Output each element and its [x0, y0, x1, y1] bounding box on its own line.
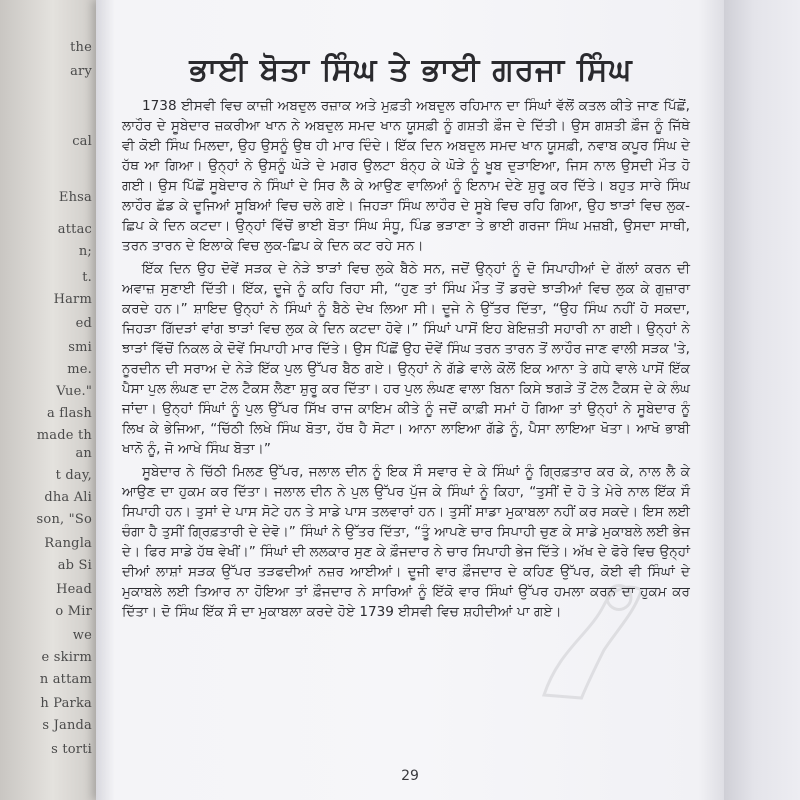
side-fragment: an	[75, 446, 92, 461]
side-fragment: h Parka	[40, 696, 92, 711]
adjacent-book-edge	[0, 0, 96, 800]
side-fragment: s Janda	[42, 718, 92, 733]
side-fragment: attac	[57, 222, 92, 237]
side-fragment: dha Ali	[44, 490, 92, 505]
side-fragment: we	[72, 628, 92, 643]
background-surface	[724, 0, 800, 800]
side-fragment: Head	[56, 582, 92, 597]
side-fragment: the	[70, 40, 92, 55]
side-fragment: n attam	[39, 672, 92, 687]
side-fragment: Ehsa	[58, 190, 92, 205]
paragraph: 1738 ਈਸਵੀ ਵਿਚ ਕਾਜ਼ੀ ਅਬਦੁਲ ਰਜ਼ਾਕ ਅਤੇ ਮੁਫ਼ਤੀ ਅਬਦੁਲ ਰਹਿਮਾਨ ਦਾ ਸਿੰਘਾਂ ਵੱਲੋਂ ਕਤਲ ਕੀਤੇ ਜਾਣ ਪਿੱਛੋਂ, ਲਾਹੌਰ ਦੇ ਸੂਬੇਦਾਰ ਜ਼ਕਰੀਆ ਖਾਨ ਨੇ ਅਬਦੁਲ ਸਮਦ ਖਾਨ ਯੂਸਫ਼ੀ ਨੂੰ ਗਸ਼ਤੀ ਫ਼ੌਜ ਦੇ ਦਿੱਤੀ। ਉਸ ਗਸ਼ਤੀ ਫ਼ੌਜ ਨੂੰ ਜਿੱਥੇ ਵੀ ਕੋਈ ਸਿੰਘ ਮਿਲਦਾ, ਉਹ ਉਸਨੂੰ ਉਥ ਹੀ ਮਾਰ ਦਿੰਦੇ। ਇੱਕ ਦਿਨ ਅਬਦੁਲ ਸਮਦ ਖਾਨ ਯੂਸਫ਼ੀ, ਨਵਾਬ ਕਪੂਰ ਸਿੰਘ ਦੇ ਹੱਥ ਆ ਗਿਆ। ਉਨ੍ਹਾਂ ਨੇ ਉਸਨੂੰ ਘੋੜੇ ਦੇ ਮਗਰ ਉਲਟਾ ਬੰਨ੍ਹ ਕੇ ਘੋੜੇ ਨੂੰ ਖੂਬ ਦੁੜਾਇਆ, ਜਿਸ ਨਾਲ ਉਸਦੀ ਮੌਤ ਹੋ ਗਈ। ਉਸ ਪਿੱਛੋਂ ਸੂਬੇਦਾਰ ਨੇ ਸਿੰਘਾਂ ਦੇ ਸਿਰ ਲੈ ਕੇ ਆਉਣ ਵਾਲਿਆਂ ਨੂੰ ਇਨਾਮ ਦੇਣੇ ਸ਼ੁਰੂ ਕਰ ਦਿੱਤੇ। ਬਹੁਤ ਸਾਰੇ ਸਿੰਘ ਲਾਹੌਰ ਛੱਡ ਕੇ ਦੂਜਿਆਂ ਸੂਬਿਆਂ ਵਿਚ ਚਲੇ ਗਏ। ਜਿਹੜਾ ਸਿੰਘ ਲਾਹੌਰ ਦੇ ਸੂਬੇ ਵਿਚ ਰਹਿ ਗਿਆ, ਉਹ ਝਾੜਾਂ ਵਿਚ ਲੁਕ-ਛਿਪ ਕੇ ਦਿਨ ਕਟਦਾ। ਉਨ੍ਹਾਂ ਵਿੱਚੋਂ ਭਾਈ ਬੋਤਾ ਸਿੰਘ ਸੰਧੂ, ਪਿੰਡ ਭੜਾਣਾ ਤੇ ਭਾਈ ਗਰਜਾ ਸਿੰਘ ਮਜ਼ਬੀ, ਉਸਦਾ ਸਾਥੀ, ਤਰਨ ਤਾਰਨ ਦੇ ਇਲਾਕੇ ਵਿਚ ਲੁਕ-ਛਿਪ ਕੇ ਦਿਨ ਕਟ ਰਹੇ ਸਨ।	[122, 98, 690, 254]
side-fragment: t day,	[55, 468, 92, 483]
side-fragment: Vue."	[56, 384, 92, 399]
book-page	[96, 0, 724, 800]
side-fragment: son, "So	[36, 512, 92, 527]
chapter-title: ਭਾਈ ਬੋਤਾ ਸਿੰਘ ਤੇ ਭਾਈ ਗਰਜਾ ਸਿੰਘ	[189, 52, 633, 88]
chapter-body	[122, 96, 690, 625]
side-fragment: made th	[36, 428, 92, 443]
side-fragment: t.	[82, 270, 92, 285]
side-fragment: cal	[72, 134, 92, 149]
side-fragment: ab Si	[57, 558, 92, 573]
side-fragment: ed	[75, 316, 92, 331]
paragraph: ਇੱਕ ਦਿਨ ਉਹ ਦੋਵੇਂ ਸੜਕ ਦੇ ਨੇੜੇ ਝਾੜਾਂ ਵਿਚ ਲੁਕੇ ਬੈਠੇ ਸਨ, ਜਦੋਂ ਉਨ੍ਹਾਂ ਨੂੰ ਦੋ ਸਿਪਾਹੀਆਂ ਦੇ ਗੱਲਾਂ ਕਰਨ ਦੀ ਅਵਾਜ਼ ਸੁਣਾਈ ਦਿੱਤੀ। ਇੱਕ, ਦੂਜੇ ਨੂੰ ਕਹਿ ਰਿਹਾ ਸੀ, “ਹੁਣ ਤਾਂ ਸਿੰਘ ਮੌਤ ਤੋਂ ਡਰਦੇ ਝਾੜੀਆਂ ਵਿਚ ਲੁਕ ਕੇ ਗੁਜ਼ਾਰਾ ਕਰਦੇ ਹਨ।” ਸ਼ਾਇਦ ਉਨ੍ਹਾਂ ਨੇ ਸਿੰਘਾਂ ਨੂੰ ਬੈਠੇ ਦੇਖ ਲਿਆ ਸੀ। ਦੂਜੇ ਨੇ ਉੱਤਰ ਦਿੱਤਾ, “ਉਹ ਸਿੰਘ ਨਹੀਂ ਹੋ ਸਕਦਾ, ਜਿਹੜਾ ਗਿੱਦੜਾਂ ਵਾਂਗ ਝਾੜਾਂ ਵਿਚ ਲੁਕ ਕੇ ਦਿਨ ਕਟਦਾ ਹੋਵੇ।” ਸਿੰਘਾਂ ਪਾਸੋਂ ਇਹ ਬੇਇਜ਼ਤੀ ਸਹਾਰੀ ਨਾ ਗਈ। ਉਨ੍ਹਾਂ ਨੇ ਝਾੜਾਂ ਵਿੱਚੋਂ ਨਿਕਲ ਕੇ ਦੋਵੇਂ ਸਿਪਾਹੀ ਮਾਰ ਦਿੱਤੇ। ਉਸ ਪਿੱਛੋਂ ਉਹ ਦੋਵੇਂ ਸਿੰਘ ਤਰਨ ਤਾਰਨ ਤੋਂ ਲਾਹੌਰ ਜਾਣ ਵਾਲੀ ਸੜਕ 'ਤੇ, ਨੂਰਦੀਨ ਦੀ ਸਰਾਅ ਦੇ ਨੇੜੇ ਇੱਕ ਪੁਲ ਉੱਪਰ ਬੈਠ ਗਏ। ਉਨ੍ਹਾਂ ਨੇ ਗੱਡੇ ਵਾਲੇ ਕੋਲੋਂ ਇਕ ਆਨਾ ਤੇ ਗਧੇ ਵਾਲੇ ਪਾਸੋਂ ਇੱਕ ਪੈਸਾ ਪੁਲ ਲੰਘਣ ਦਾ ਟੋਲ ਟੈਕਸ ਲੈਣਾ ਸ਼ੁਰੂ ਕਰ ਦਿੱਤਾ। ਹਰ ਪੁਲ ਲੰਘਣ ਵਾਲਾ ਬਿਨਾ ਕਿਸੇ ਝਗੜੇ ਤੋਂ ਟੋਲ ਟੈਕਸ ਦੇ ਕੇ ਲੰਘ ਜਾਂਦਾ। ਉਨ੍ਹਾਂ ਸਿੰਘਾਂ ਨੂੰ ਪੁਲ ਉੱਪਰ ਸਿੱਖ ਰਾਜ ਕਾਇਮ ਕੀਤੇ ਨੂੰ ਜਦੋਂ ਕਾਫ਼ੀ ਸਮਾਂ ਹੋ ਗਿਆ ਤਾਂ ਉਨ੍ਹਾਂ ਨੇ ਸੂਬੇਦਾਰ ਨੂੰ ਲਿਖ ਕੇ ਭੇਜਿਆ, “ਚਿੱਠੀ ਲਿਖੇ ਸਿੰਘ ਬੋਤਾ, ਹੱਥ ਹੈ ਸੋਟਾ। ਆਨਾ ਲਾਇਆ ਗੱਡੇ ਨੂੰ, ਪੈਸਾ ਲਾਇਆ ਖੋਤਾ। ਆਖੋ ਭਾਬੀ ਖਾਨੋ ਨੂੰ, ਜੋ ਆਖੇ ਸਿੰਘ ਬੋਤਾ।”	[122, 261, 690, 457]
side-fragment: ary	[70, 64, 92, 79]
side-fragment: o Mir	[55, 604, 92, 619]
page-number: 29	[401, 768, 419, 784]
paragraph: ਸੂਬੇਦਾਰ ਨੇ ਚਿੱਠੀ ਮਿਲਣ ਉੱਪਰ, ਜਲਾਲ ਦੀਨ ਨੂੰ ਇਕ ਸੌ ਸਵਾਰ ਦੇ ਕੇ ਸਿੰਘਾਂ ਨੂੰ ਗ੍ਰਿਫ਼ਤਾਰ ਕਰ ਕੇ, ਨਾਲ ਲੈ ਕੇ ਆਉਣ ਦਾ ਹੁਕਮ ਕਰ ਦਿੱਤਾ। ਜਲਾਲ ਦੀਨ ਨੇ ਪੁਲ ਉੱਪਰ ਪੁੱਜ ਕੇ ਸਿੰਘਾਂ ਨੂੰ ਕਿਹਾ, “ਤੁਸੀਂ ਦੋ ਹੋ ਤੇ ਮੇਰੇ ਨਾਲ ਇੱਕ ਸੌ ਸਿਪਾਹੀ ਹਨ। ਤੁਸਾਂ ਦੇ ਪਾਸ ਸੋਟੇ ਹਨ ਤੇ ਸਾਡੇ ਪਾਸ ਤਲਵਾਰਾਂ ਹਨ। ਤੁਸੀਂ ਸਾਡਾ ਮੁਕਾਬਲਾ ਨਹੀਂ ਕਰ ਸਕਦੇ। ਇਸ ਲਈ ਚੰਗਾ ਹੈ ਤੁਸੀਂ ਗ੍ਰਿਫ਼ਤਾਰੀ ਦੇ ਦੇਵੋ।” ਸਿੰਘਾਂ ਨੇ ਉੱਤਰ ਦਿੱਤਾ, “ਤੂੰ ਆਪਣੇ ਚਾਰ ਸਿਪਾਹੀ ਚੁਣ ਕੇ ਸਾਡੇ ਮੁਕਾਬਲੇ ਲਈ ਭੇਜ ਦੇ। ਫਿਰ ਸਾਡੇ ਹੱਥ ਵੇਖੀਂ।” ਸਿੰਘਾਂ ਦੀ ਲਲਕਾਰ ਸੁਣ ਕੇ ਫ਼ੌਜਦਾਰ ਨੇ ਚਾਰ ਸਿਪਾਹੀ ਭੇਜ ਦਿੱਤੇ। ਅੱਖ ਦੇ ਫੋਰੇ ਵਿਚ ਉਨ੍ਹਾਂ ਦੀਆਂ ਲਾਸ਼ਾਂ ਸੜਕ ਉੱਪਰ ਤੜਫਦੀਆਂ ਨਜ਼ਰ ਆਈਆਂ। ਦੂਜੀ ਵਾਰ ਫ਼ੌਜਦਾਰ ਦੇ ਕਹਿਣ ਉੱਪਰ, ਕੋਈ ਵੀ ਸਿੰਘਾਂ ਦੇ ਮੁਕਾਬਲੇ ਲਈ ਤਿਆਰ ਨਾ ਹੋਇਆ ਤਾਂ ਫ਼ੌਜਦਾਰ ਨੇ ਸਾਰਿਆਂ ਨੂੰ ਇੱਕੋ ਵਾਰ ਸਿੰਘਾਂ ਉੱਪਰ ਹਮਲਾ ਕਰਨ ਦਾ ਹੁਕਮ ਕਰ ਦਿੱਤਾ। ਦੋ ਸਿੰਘ ਇੱਕ ਸੌ ਦਾ ਮੁਕਾਬਲਾ ਕਰਦੇ ਹੋਏ 1739 ਈਸਵੀ ਵਿਚ ਸ਼ਹੀਦੀਆਂ ਪਾ ਗਏ।	[122, 464, 690, 620]
side-fragment: smi	[68, 340, 92, 355]
side-fragment: Harm	[53, 292, 92, 307]
side-fragment: e skirm	[41, 650, 92, 665]
side-fragment: me.	[67, 362, 92, 377]
side-fragment: n;	[78, 244, 92, 259]
faint-illustration	[514, 560, 664, 710]
side-fragment: Rangla	[44, 536, 92, 551]
side-fragment: s torti	[51, 742, 92, 757]
side-fragment: a flash	[46, 406, 92, 421]
